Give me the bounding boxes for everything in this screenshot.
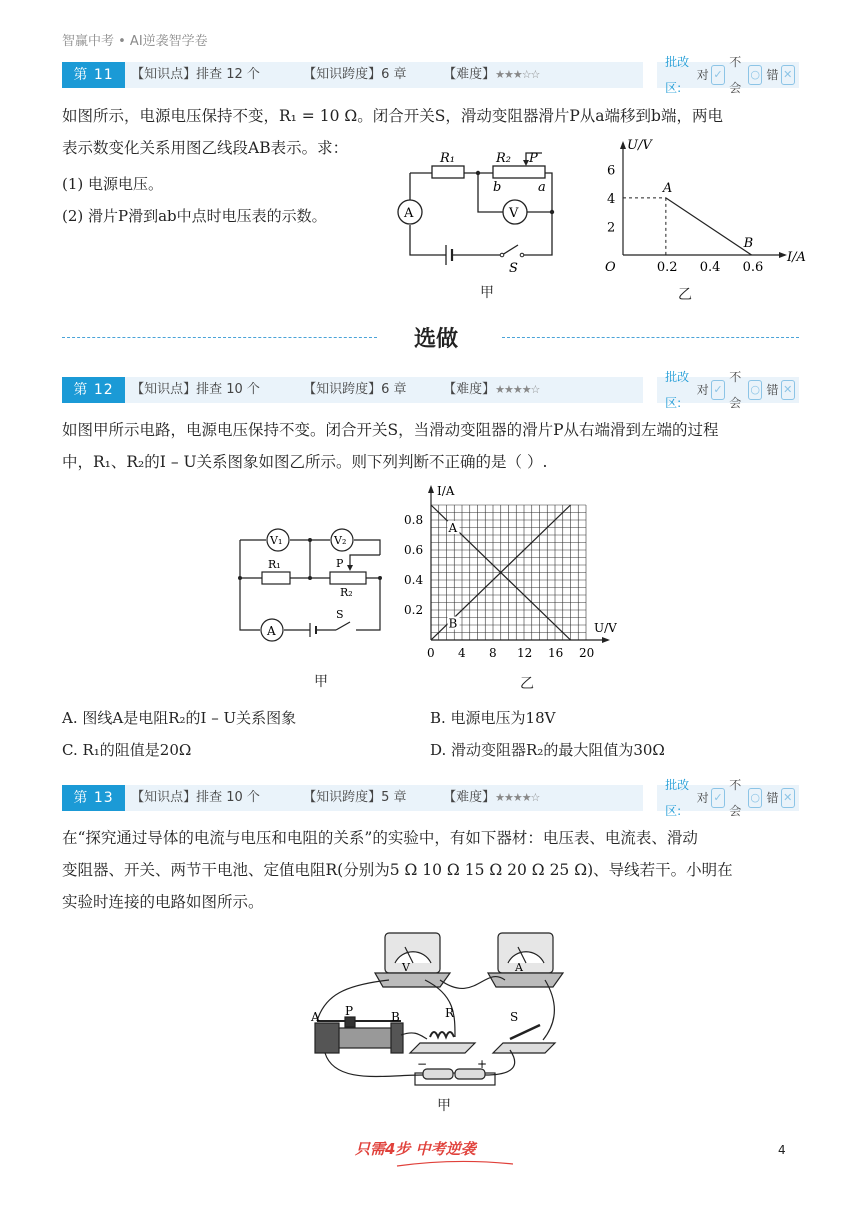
knowledge-points: 【知识点】排查 12 个: [131, 67, 260, 82]
question-11-bar: [62, 55, 799, 109]
question-meta: [125, 62, 643, 88]
question-12-bar: [62, 370, 799, 424]
ammeter-label: A: [515, 961, 523, 974]
y-tick-label: 0.6: [404, 543, 424, 557]
x-tick-label: 20: [579, 646, 595, 660]
q12-line2: 中，R₁、R₂的I – U关系图象如图乙所示。则下列判断不正确的是（ ）.: [62, 453, 548, 471]
r1-label: R₁: [440, 151, 455, 166]
q13-line3: 实验时连接的电路如图所示。: [62, 893, 264, 911]
circle-icon[interactable]: ○: [748, 65, 763, 85]
q11-circuit-diagram: [390, 145, 570, 275]
q11-caption-jia: 甲: [480, 285, 494, 301]
series-label-b: B: [448, 616, 458, 631]
difficulty-stars: ★★★★☆: [495, 791, 540, 804]
difficulty-stars: ★★★★☆: [495, 383, 540, 396]
grade-unsure-label: 不会: [729, 55, 742, 95]
check-icon[interactable]: ✓: [711, 380, 726, 400]
q12-caption-yi: 乙: [520, 676, 534, 692]
grading-area: [657, 370, 799, 410]
knowledge-span: 【知识跨度】5 章: [303, 790, 407, 805]
option-d[interactable]: D. 滑动变阻器R₂的最大阻值为30Ω: [430, 741, 665, 759]
r2-label: R₂: [496, 151, 511, 166]
x-tick-label: 0: [427, 646, 435, 660]
check-icon[interactable]: ✓: [711, 65, 726, 85]
grade-wrong-label: 错: [766, 383, 779, 397]
question-number: 第 11 题: [62, 62, 125, 88]
difficulty-label: 【难度】: [443, 382, 496, 397]
x-tick-label: 0.2: [656, 260, 678, 275]
point-b-label: B: [743, 236, 754, 251]
y-axis-arrow: [428, 485, 434, 493]
p-label: P: [529, 151, 538, 166]
q13-apparatus-illustration: [305, 925, 565, 1095]
q12-caption-jia: 甲: [314, 674, 328, 690]
y-tick-label: 0.4: [404, 573, 424, 587]
x-tick-label: 8: [489, 646, 497, 660]
y-tick-label: 2: [607, 220, 616, 236]
battery-plus-label: +: [477, 1057, 488, 1071]
grading-label: 批改区:: [665, 55, 690, 95]
page-number: 4: [778, 1143, 786, 1157]
point-a-label: A: [662, 180, 673, 196]
v1-label: V₁: [270, 534, 283, 547]
grade-right-label: 对: [696, 68, 709, 82]
x-tick-label: 0.6: [742, 260, 764, 275]
grade-right-label: 对: [696, 791, 709, 805]
q13-line2: 变阻器、开关、两节干电池、定值电阻R(分别为5 Ω 10 Ω 15 Ω 20 Ω 25 Ω)、导线若干。小明在: [62, 861, 733, 879]
terminal-a-label: A: [311, 1010, 320, 1024]
circle-icon[interactable]: ○: [748, 380, 763, 400]
q11-items: [62, 168, 327, 232]
divider-right: [502, 337, 799, 338]
grade-wrong-label: 错: [766, 791, 779, 805]
knowledge-span: 【知识跨度】6 章: [303, 382, 407, 397]
y-axis-label: I/A: [437, 484, 455, 498]
ammeter-label: A: [267, 624, 276, 638]
q11-caption-yi: 乙: [678, 287, 692, 303]
x-axis-label: I/A: [787, 250, 806, 265]
grading-area: [657, 55, 799, 95]
grade-right-label: 对: [696, 383, 709, 397]
q11-uv-graph: [595, 138, 806, 280]
r1-label: R₁: [268, 558, 281, 571]
cross-icon[interactable]: ✕: [781, 788, 796, 808]
footer-slogan: 只需4步 中考逆袭: [355, 1140, 476, 1158]
resistor-r-label: R: [445, 1006, 455, 1020]
question-number: 第 13 题: [62, 785, 125, 811]
x-axis-arrow: [602, 637, 610, 643]
q11-item2: (2) 滑片P滑到ab中点时电压表的示数。: [62, 207, 327, 225]
battery-minus-label: −: [417, 1057, 428, 1071]
q13-stem: [62, 822, 802, 918]
question-meta: [125, 785, 643, 811]
difficulty-label: 【难度】: [443, 67, 496, 82]
x-tick-label: 16: [548, 646, 564, 660]
y-axis-label: U/V: [627, 138, 652, 153]
segment-ab: [666, 198, 752, 255]
voltmeter-label: V: [402, 961, 410, 974]
x-tick-label: 12: [517, 646, 533, 660]
knowledge-span: 【知识跨度】6 章: [303, 67, 407, 82]
section-title: 选做: [414, 327, 459, 352]
q11-line1: 如图所示，电源电压保持不变，R₁ = 10 Ω。闭合开关S，滑动变阻器滑片P从a端移到b端，两电: [62, 107, 723, 125]
q12-circuit-diagram: [232, 520, 392, 645]
document-header: 智赢中考 • AI逆袭智学卷: [62, 34, 208, 49]
question-number: 第 12 题: [62, 377, 125, 403]
q12-iu-graph: [398, 477, 628, 667]
terminal-b-label: B: [391, 1010, 400, 1024]
q13-caption-jia: 甲: [437, 1098, 451, 1114]
check-icon[interactable]: ✓: [711, 788, 726, 808]
divider-left: [62, 337, 377, 338]
option-c[interactable]: C. R₁的阻值是20Ω: [62, 741, 192, 759]
grading-area: [657, 778, 799, 818]
q12-stem: [62, 414, 802, 478]
question-13-bar: [62, 778, 799, 832]
ammeter-label: A: [404, 206, 414, 221]
q11-item1: (1) 电源电压。: [62, 175, 164, 193]
option-a[interactable]: A. 图线A是电阻R₂的I – U关系图象: [62, 709, 297, 727]
y-tick-label: 6: [607, 163, 616, 179]
knowledge-points: 【知识点】排查 10 个: [131, 790, 260, 805]
switch-label: S: [336, 608, 344, 621]
switch-s-label: S: [510, 1010, 519, 1024]
knowledge-points: 【知识点】排查 10 个: [131, 382, 260, 397]
x-axis-arrow: [779, 252, 787, 258]
grade-unsure-label: 不会: [729, 370, 742, 410]
switch-label: S: [509, 261, 518, 276]
p-label: P: [336, 557, 344, 570]
x-axis-label: U/V: [594, 621, 617, 635]
y-tick-label: 0.8: [404, 513, 424, 527]
voltmeter-label: V: [509, 206, 519, 221]
y-axis-arrow: [620, 141, 626, 149]
x-tick-label: 4: [458, 646, 466, 660]
series-label-a: A: [448, 521, 458, 535]
cross-icon[interactable]: ✕: [781, 380, 796, 400]
y-tick-label: 4: [607, 191, 616, 207]
q13-line1: 在“探究通过导体的电流与电压和电阻的关系”的实验中，有如下器材：电压表、电流表、滑动: [62, 829, 698, 847]
grading-label: 批改区:: [665, 370, 690, 410]
b-label: b: [493, 180, 502, 195]
cross-icon[interactable]: ✕: [781, 65, 796, 85]
question-meta: [125, 377, 643, 403]
grading-label: 批改区:: [665, 778, 690, 818]
r2-label: R₂: [340, 586, 353, 599]
origin-label: O: [605, 260, 616, 275]
y-tick-label: 0.2: [404, 603, 424, 617]
option-b[interactable]: B. 电源电压为18V: [430, 709, 556, 727]
slider-p-label: P: [345, 1004, 354, 1018]
x-tick-label: 0.4: [699, 260, 721, 275]
difficulty-label: 【难度】: [443, 790, 496, 805]
grade-unsure-label: 不会: [729, 778, 742, 818]
grade-wrong-label: 错: [766, 68, 779, 82]
q12-line1: 如图甲所示电路，电源电压保持不变。闭合开关S，当滑动变阻器的滑片P从右端滑到左端的过程: [62, 421, 719, 439]
a-label: a: [538, 180, 546, 195]
q11-line2: 表示数变化关系用图乙线段AB表示。求：: [62, 139, 349, 157]
footer-swoosh: [395, 1160, 515, 1168]
circle-icon[interactable]: ○: [748, 788, 763, 808]
difficulty-stars: ★★★☆☆: [495, 68, 540, 81]
v2-label: V₂: [334, 534, 347, 547]
